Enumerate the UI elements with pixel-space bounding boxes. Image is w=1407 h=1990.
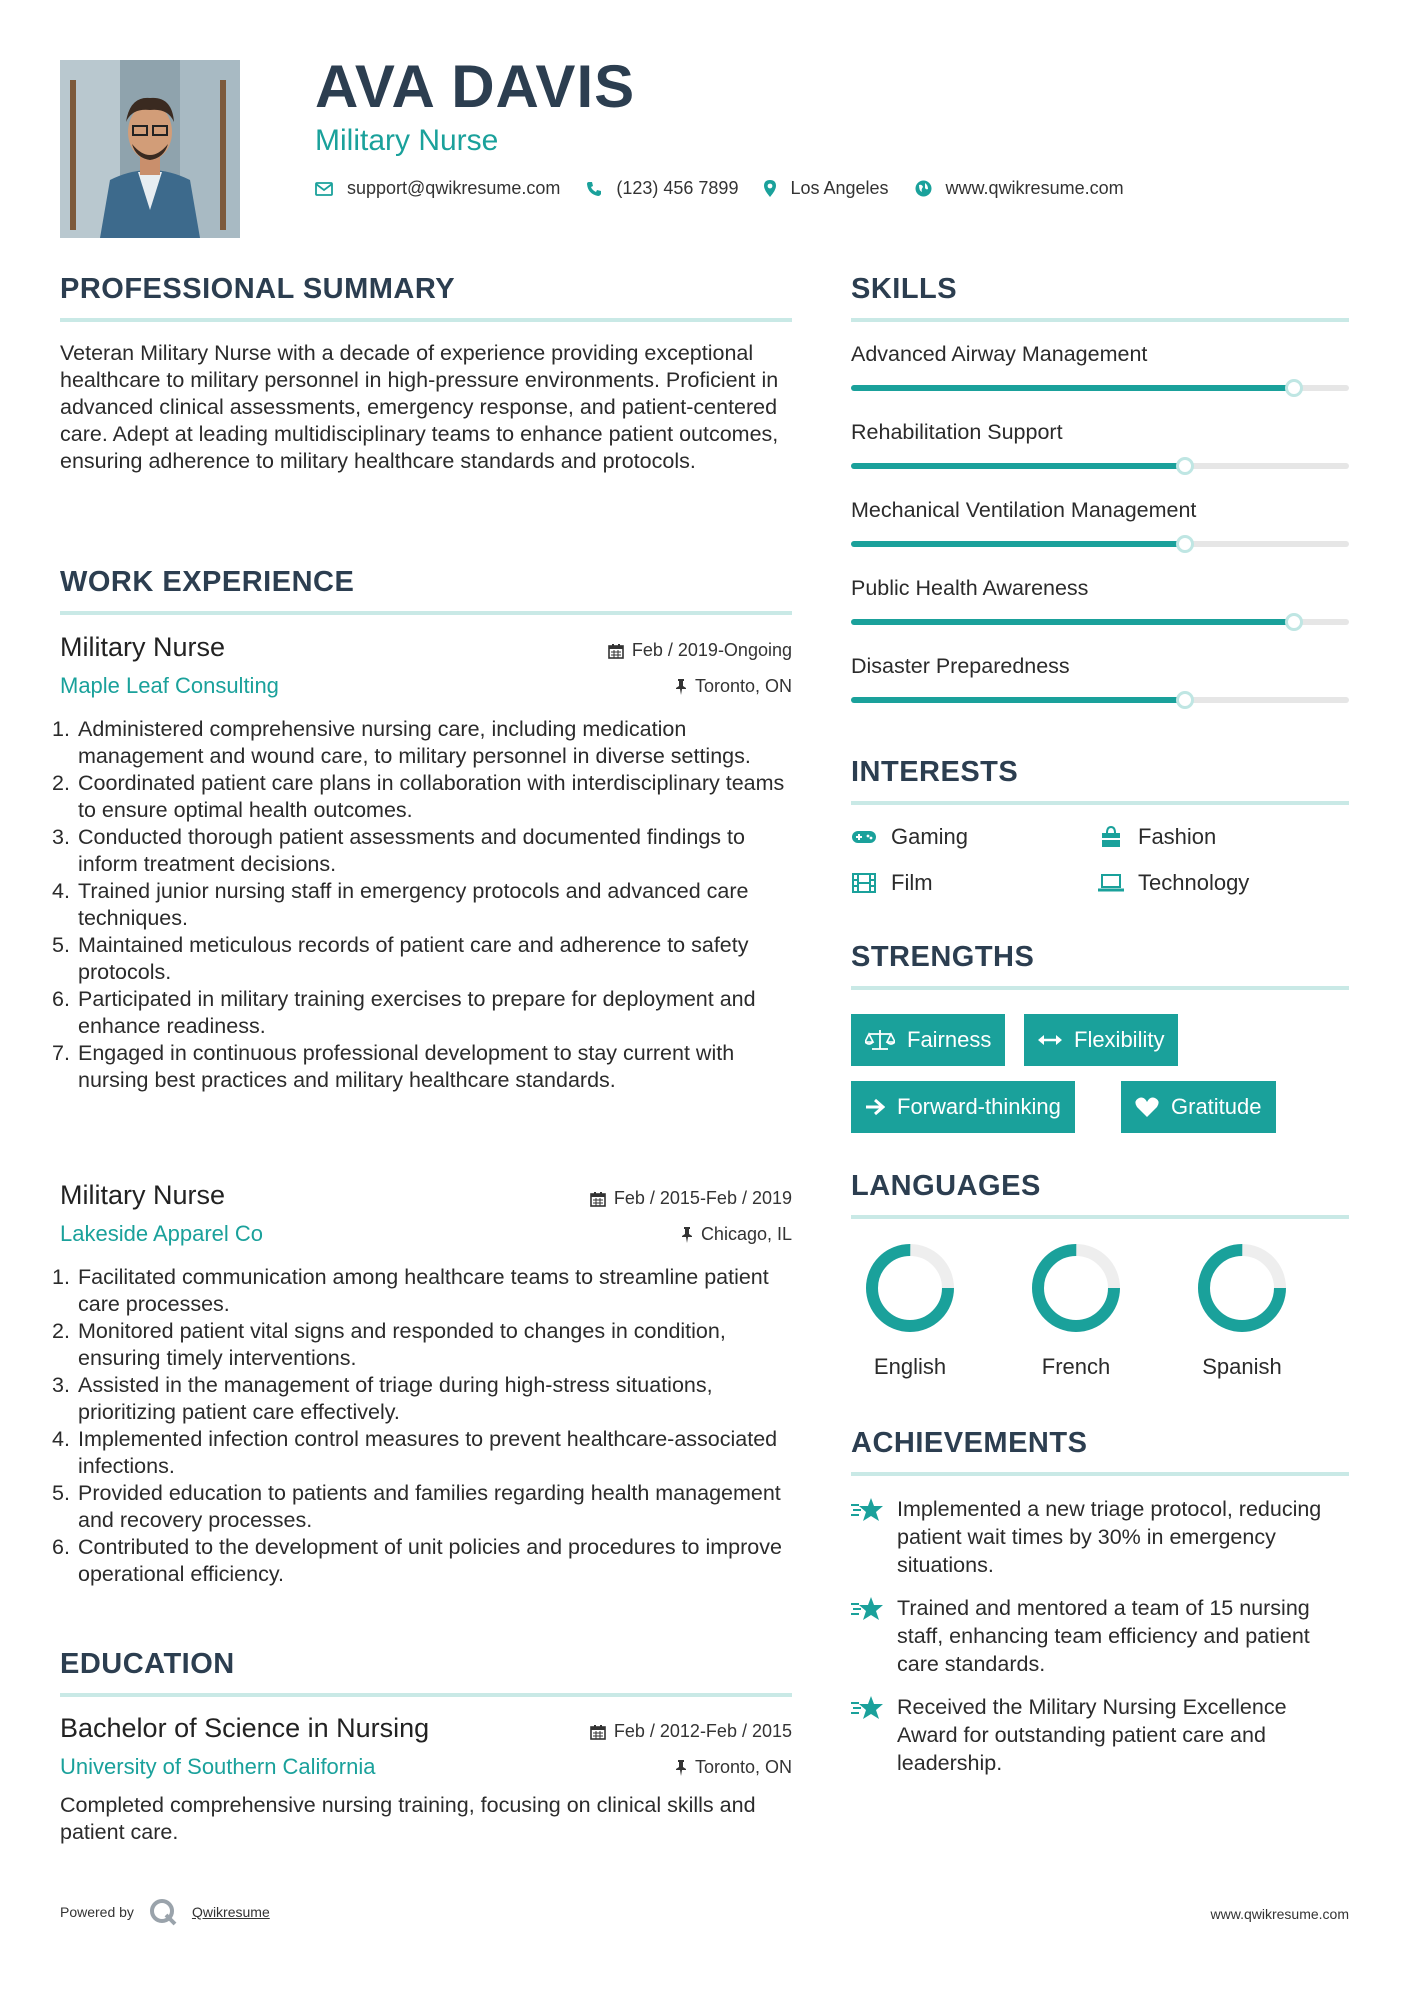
languages-heading: LANGUAGES	[851, 1170, 1041, 1202]
education-location-text: Toronto, ON	[694, 1757, 792, 1777]
degree-title: Bachelor of Science in Nursing	[60, 1713, 430, 1743]
job-entry-header	[60, 1180, 792, 1250]
shopping-bag-icon	[1098, 826, 1124, 848]
language-label: Spanish	[1202, 1354, 1282, 1379]
education-date-text: Feb / 2012-Feb / 2015	[613, 1721, 792, 1741]
language-item	[1187, 1240, 1297, 1380]
list-item: 5. Maintained meticulous records of patient care and adherence to safety protocols.	[52, 933, 749, 984]
job-date	[608, 640, 792, 661]
education-entry-header	[60, 1713, 792, 1783]
strength-badge	[851, 1081, 1075, 1133]
powered-by-label: Powered by	[60, 1904, 134, 1920]
skill-item	[851, 654, 1349, 679]
contact-website[interactable]	[915, 178, 1124, 199]
list-item: 7. Engaged in continuous professional development to stay current with nursing best practices and military healthcare standards.	[52, 1041, 735, 1092]
heart-icon	[1135, 1097, 1159, 1118]
achievement-item	[851, 1693, 1351, 1777]
experience-heading: WORK EXPERIENCE	[60, 566, 355, 598]
skill-bar-track	[851, 463, 1349, 469]
candidate-name: AVA DAVIS	[315, 53, 636, 120]
list-item: 1. Administered comprehensive nursing care, including medication management and wound care, to military personnel in diverse settings.	[52, 717, 751, 768]
contact-phone-text: (123) 456 7899	[616, 178, 739, 198]
strength-badge	[1024, 1014, 1178, 1066]
skill-bar-fill	[851, 541, 1185, 547]
skill-name: Rehabilitation Support	[851, 420, 1063, 444]
skill-bar-knob	[1176, 691, 1194, 709]
strength-label: Gratitude	[1171, 1094, 1262, 1119]
skill-name: Advanced Airway Management	[851, 342, 1148, 366]
job-location	[681, 1224, 792, 1245]
strengths-rule	[851, 986, 1349, 990]
list-item: 3. Conducted thorough patient assessments and documented findings to inform treatment decisions.	[52, 825, 745, 876]
interest-item	[1098, 870, 1249, 896]
job-entry-header	[60, 632, 792, 702]
calendar-icon	[590, 1724, 606, 1740]
job-date-text: Feb / 2015-Feb / 2019	[613, 1188, 792, 1208]
achievement-item	[851, 1495, 1351, 1579]
interest-item	[851, 824, 968, 850]
pushpin-icon	[675, 1760, 687, 1776]
education-description: Completed comprehensive nursing training, focusing on clinical skills and patient care.	[60, 1793, 756, 1844]
skill-item	[851, 576, 1349, 601]
job-date	[590, 1188, 792, 1209]
strength-badge	[851, 1014, 1005, 1066]
interest-label: Fashion	[1138, 824, 1217, 849]
job-company: Maple Leaf Consulting	[60, 673, 279, 698]
globe-icon	[915, 180, 932, 197]
achievement-item	[851, 1594, 1351, 1678]
film-icon	[851, 873, 877, 893]
strengths-heading: STRENGTHS	[851, 941, 1035, 973]
star-icon	[851, 1495, 885, 1579]
skill-bar-knob	[1285, 379, 1303, 397]
contact-bar	[315, 178, 1150, 199]
list-item: 2. Coordinated patient care plans in collaboration with interdisciplinary teams to ensure optimal health outcomes.	[52, 771, 785, 822]
skills-heading: SKILLS	[851, 273, 958, 305]
list-item: 3. Assisted in the management of triage during high-stress situations, prioritizing patient care effectively.	[52, 1373, 713, 1424]
skills-rule	[851, 318, 1349, 322]
job-title: Military Nurse	[60, 1180, 226, 1210]
language-ring	[1194, 1240, 1290, 1336]
list-item: 4. Trained junior nursing staff in emergency protocols and advanced care techniques.	[52, 879, 749, 930]
gamepad-icon	[851, 829, 877, 845]
contact-location	[764, 178, 888, 199]
list-item: 4. Implemented infection control measures to prevent healthcare-associated infections.	[52, 1427, 778, 1478]
language-item	[855, 1240, 965, 1380]
education-location	[675, 1757, 792, 1778]
interests-heading: INTERESTS	[851, 756, 1019, 788]
skill-bar-track	[851, 385, 1349, 391]
calendar-icon	[590, 1191, 606, 1207]
list-item: 1. Facilitated communication among healthcare teams to streamline patient care processes.	[52, 1265, 769, 1316]
skill-item	[851, 498, 1349, 523]
skill-bar-track	[851, 541, 1349, 547]
candidate-title: Military Nurse	[315, 124, 499, 157]
list-item: 2. Monitored patient vital signs and responded to changes in condition, ensuring timely interventions.	[52, 1319, 726, 1370]
star-icon	[851, 1594, 885, 1678]
balance-scale-icon	[865, 1029, 895, 1051]
education-rule	[60, 1693, 792, 1697]
achievement-text: Trained and mentored a team of 15 nursing staff, enhancing team efficiency and patient care standards.	[897, 1596, 1310, 1676]
list-item: 6. Contributed to the development of unit policies and procedures to improve operational efficiency.	[52, 1535, 782, 1586]
language-item	[1021, 1240, 1131, 1380]
strength-label: Flexibility	[1074, 1027, 1165, 1052]
envelope-icon	[315, 182, 333, 196]
skill-bar-track	[851, 697, 1349, 703]
skill-name: Public Health Awareness	[851, 576, 1089, 600]
interest-item	[851, 870, 933, 896]
interest-label: Gaming	[891, 824, 969, 849]
contact-location-text: Los Angeles	[790, 178, 889, 198]
list-item: 6. Participated in military training exercises to prepare for deployment and enhance readiness.	[52, 987, 756, 1038]
skill-bar-fill	[851, 385, 1294, 391]
language-ring	[862, 1240, 958, 1336]
summary-rule	[60, 318, 792, 322]
contact-email-text: support@qwikresume.com	[347, 178, 561, 198]
interest-item	[1098, 824, 1216, 850]
qwikresume-logo-icon	[148, 1897, 178, 1927]
achievements-heading: ACHIEVEMENTS	[851, 1427, 1088, 1459]
experience-rule	[60, 611, 792, 615]
strength-badge	[1121, 1081, 1276, 1133]
job-title: Military Nurse	[60, 632, 226, 662]
summary-heading: PROFESSIONAL SUMMARY	[60, 273, 456, 305]
skill-bar-knob	[1176, 457, 1194, 475]
skill-name: Disaster Preparedness	[851, 654, 1070, 678]
achievement-text: Received the Military Nursing Excellence Award for outstanding patient care and leadership.	[897, 1695, 1287, 1775]
summary-text: Veteran Military Nurse with a decade of experience providing exceptional healthcare to military personnel in high-pressure environments. Proficient in advanced clinical assessments, emergency response, and patient-centered care. Adept at leading multidisciplinary teams to enhance patient outcomes, ensuring adherence to military healthcare standards and protocols.	[60, 341, 779, 473]
language-label: French	[1041, 1354, 1111, 1379]
language-ring	[1028, 1240, 1124, 1336]
interests-rule	[851, 801, 1349, 805]
language-label: English	[873, 1354, 947, 1379]
achievement-text: Implemented a new triage protocol, reducing patient wait times by 30% in emergency situations.	[897, 1497, 1322, 1577]
list-item: 5. Provided education to patients and families regarding health management and recovery processes.	[52, 1481, 781, 1532]
languages-rule	[851, 1215, 1349, 1219]
education-heading: EDUCATION	[60, 1648, 235, 1680]
interest-label: Technology	[1138, 870, 1250, 895]
laptop-icon	[1098, 874, 1124, 892]
arrow-right-icon	[865, 1098, 885, 1116]
profile-photo	[60, 60, 240, 238]
skill-bar-knob	[1176, 535, 1194, 553]
contact-email[interactable]	[315, 178, 560, 199]
strength-label: Fairness	[907, 1027, 992, 1052]
contact-phone[interactable]	[586, 178, 738, 199]
pushpin-icon	[681, 1227, 693, 1243]
skill-bar-track	[851, 619, 1349, 625]
qwikresume-link[interactable]: Qwikresume	[191, 1904, 270, 1920]
phone-icon	[586, 181, 602, 197]
footer-website[interactable]: www.qwikresume.com	[1210, 1906, 1349, 1922]
school-name: University of Southern California	[60, 1754, 376, 1779]
skill-bar-fill	[851, 697, 1185, 703]
job-date-text: Feb / 2019-Ongoing	[631, 640, 792, 660]
job-location-text: Chicago, IL	[700, 1224, 792, 1244]
skill-bar-fill	[851, 619, 1294, 625]
skill-item	[851, 420, 1349, 445]
star-icon	[851, 1693, 885, 1777]
contact-website-text: www.qwikresume.com	[945, 178, 1124, 198]
skill-bar-knob	[1285, 613, 1303, 631]
arrows-horizontal-icon	[1038, 1033, 1062, 1047]
skill-name: Mechanical Ventilation Management	[851, 498, 1197, 522]
job-location	[675, 676, 792, 697]
job-company: Lakeside Apparel Co	[60, 1221, 264, 1246]
job-location-text: Toronto, ON	[694, 676, 792, 696]
job-duties-list	[52, 716, 792, 1094]
interest-label: Film	[891, 870, 933, 895]
pushpin-icon	[675, 679, 687, 695]
footer-powered-by	[60, 1897, 270, 1927]
achievements-rule	[851, 1472, 1349, 1476]
job-duties-list	[52, 1264, 792, 1588]
skill-item	[851, 342, 1349, 367]
skill-bar-fill	[851, 463, 1185, 469]
strength-label: Forward-thinking	[897, 1094, 1061, 1119]
calendar-icon	[608, 643, 624, 659]
map-pin-icon	[764, 180, 776, 197]
education-date	[590, 1721, 792, 1742]
